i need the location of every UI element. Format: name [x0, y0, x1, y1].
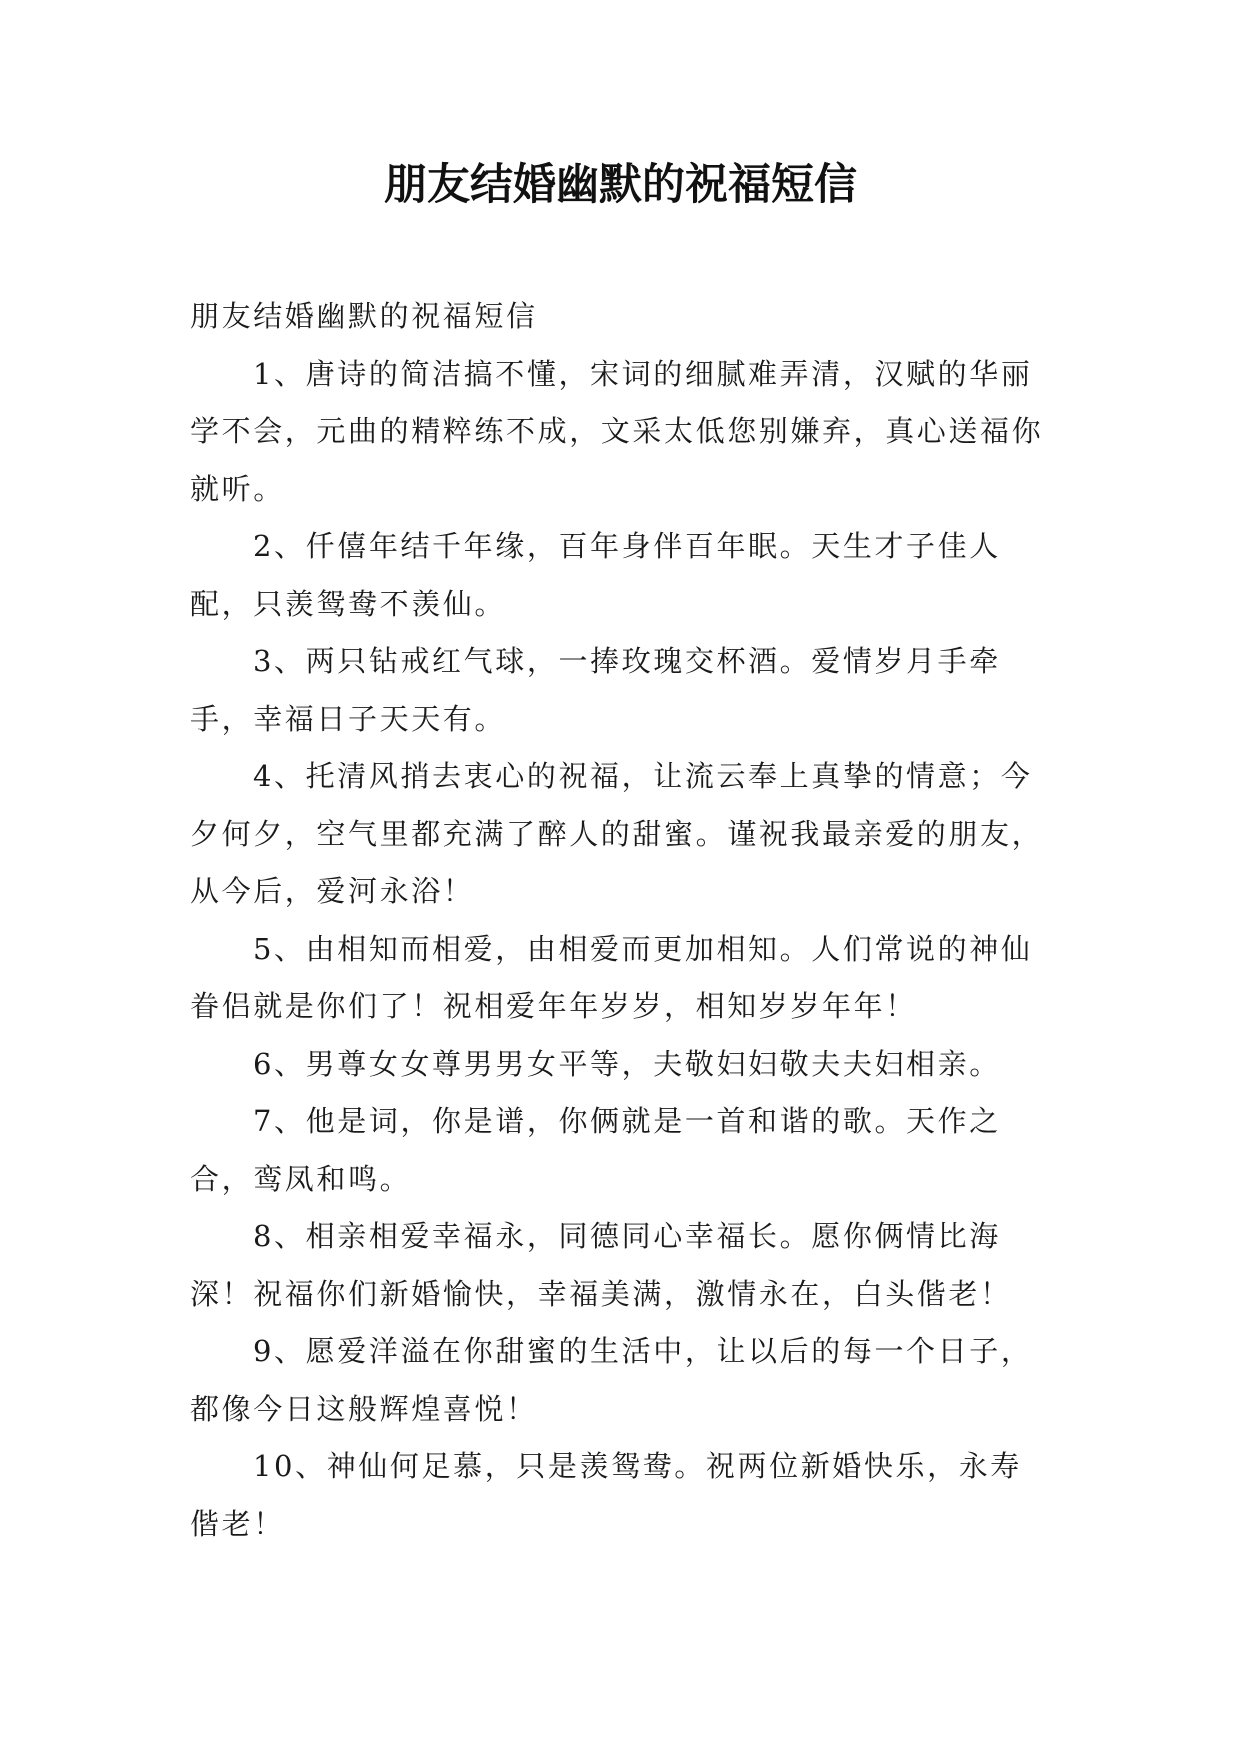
- paragraph-4: 4、托清风捎去衷心的祝福，让流云奉上真挚的情意；今夕何夕，空气里都充满了醉人的甜蜜。谨祝我最亲爱的朋友，从今后，爱河永浴！: [190, 759, 1044, 908]
- paragraph-5: 5、由相知而相爱，由相爱而更加相知。人们常说的神仙眷侣就是你们了！祝相爱年年岁岁，相知岁岁年年！: [190, 931, 1033, 1023]
- page-title: 朋友结婚幽默的祝福短信: [384, 160, 857, 210]
- paragraph-3: 3、两只钻戒红气球，一捧玫瑰交杯酒。爱情岁月手牵手，幸福日子天天有。: [190, 644, 1001, 736]
- paragraph-2: 2、仟僖年结千年缘，百年身伴百年眠。天生才子佳人配，只羡鸳鸯不羡仙。: [190, 529, 1001, 621]
- document-subtitle: 朋友结婚幽默的祝福短信: [190, 299, 538, 333]
- paragraph-10: 10、神仙何足慕，只是羡鸳鸯。祝两位新婚快乐，永寿偕老！: [190, 1449, 1022, 1541]
- paragraph-6: 6、男尊女女尊男男女平等，夫敬妇妇敬夫夫妇相亲。: [253, 1046, 1001, 1081]
- paragraph-9: 9、愿爱洋溢在你甜蜜的生活中，让以后的每一个日子，都像今日这般辉煌喜悦！: [190, 1334, 1033, 1426]
- paragraph-8: 8、相亲相爱幸福永，同德同心幸福长。愿你俩情比海深！祝福你们新婚愉快，幸福美满，激情永在，白头偕老！: [190, 1219, 1012, 1311]
- paragraph-7: 7、他是词，你是谱，你俩就是一首和谐的歌。天作之合，鸾凤和鸣。: [190, 1104, 1001, 1196]
- document-body: [190, 288, 1052, 1553]
- paragraph-1: 1、唐诗的简洁搞不懂，宋词的细腻难弄清，汉赋的华丽学不会，元曲的精粹练不成，文采太低您别嫌弃，真心送福你就听。: [190, 356, 1044, 506]
